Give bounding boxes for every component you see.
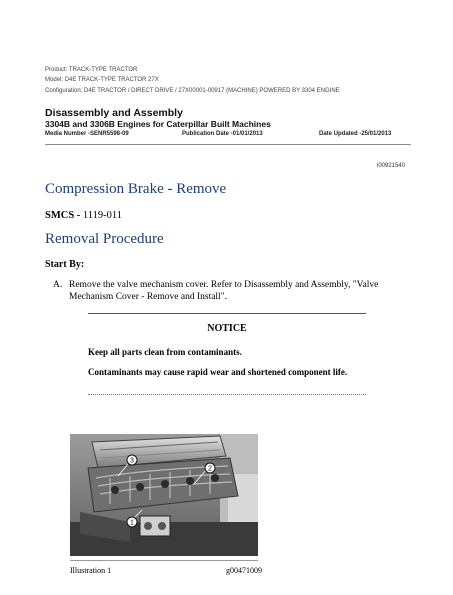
engine-photo: [70, 434, 258, 556]
callout-3-label: 3: [130, 457, 134, 465]
publication-row: [45, 131, 411, 141]
date-updated: Date Updated -25/01/2013: [319, 131, 392, 137]
engine-illustration: [70, 434, 258, 556]
document-id: i00921540: [377, 163, 406, 169]
media-number: Media Number -SENR5598-09: [45, 131, 129, 137]
configuration-value: D4E TRACTOR / DIRECT DRIVE / 27X00001-00917 (MACHINE) POWERED BY 3304 ENGINE: [84, 88, 340, 94]
notice-bottom-rule: [88, 394, 366, 395]
graphic-id: g00471009: [226, 566, 262, 575]
product-value: TRACK-TYPE TRACTOR: [68, 67, 138, 73]
document-title: Disassembly and Assembly: [45, 107, 183, 119]
illustration-divider: [70, 560, 258, 561]
callout-1-label: 1: [130, 519, 134, 527]
notice-title: NOTICE: [207, 323, 247, 334]
product-label: Product:: [45, 67, 68, 73]
smcs-label: SMCS -: [45, 210, 83, 221]
start-by-label: Start By:: [45, 259, 85, 270]
model-value: D4E TRACK-TYPE TRACTOR 27X: [64, 77, 159, 83]
configuration-label: Configuration:: [45, 88, 83, 94]
page-title: Compression Brake - Remove: [45, 181, 227, 197]
model-line: [45, 77, 159, 83]
document-subtitle: 3304B and 3306B Engines for Caterpillar Built Machines: [45, 119, 271, 129]
configuration-line: [45, 88, 340, 94]
illustration-caption: Illustration 1: [70, 566, 112, 575]
notice-top-rule: [88, 313, 366, 314]
step-letter: A.: [53, 280, 63, 290]
notice-line-2: Contaminants may cause rapid wear and shortened component life.: [88, 367, 348, 377]
step-text: Remove the valve mechanism cover. Refer to Disassembly and Assembly, "Valve Mechanism Cover - Remove and Install".: [69, 280, 379, 302]
product-line: [45, 67, 137, 73]
notice-line-1: Keep all parts clean from contaminants.: [88, 347, 242, 357]
model-label: Model:: [45, 77, 64, 83]
callout-2-label: 2: [208, 465, 212, 473]
smcs-code: 1119-011: [82, 210, 122, 221]
header-divider: [45, 144, 411, 145]
smcs-line: [45, 210, 122, 221]
section-heading: Removal Procedure: [45, 231, 164, 247]
publication-date: Publication Date -01/01/2013: [182, 131, 263, 137]
